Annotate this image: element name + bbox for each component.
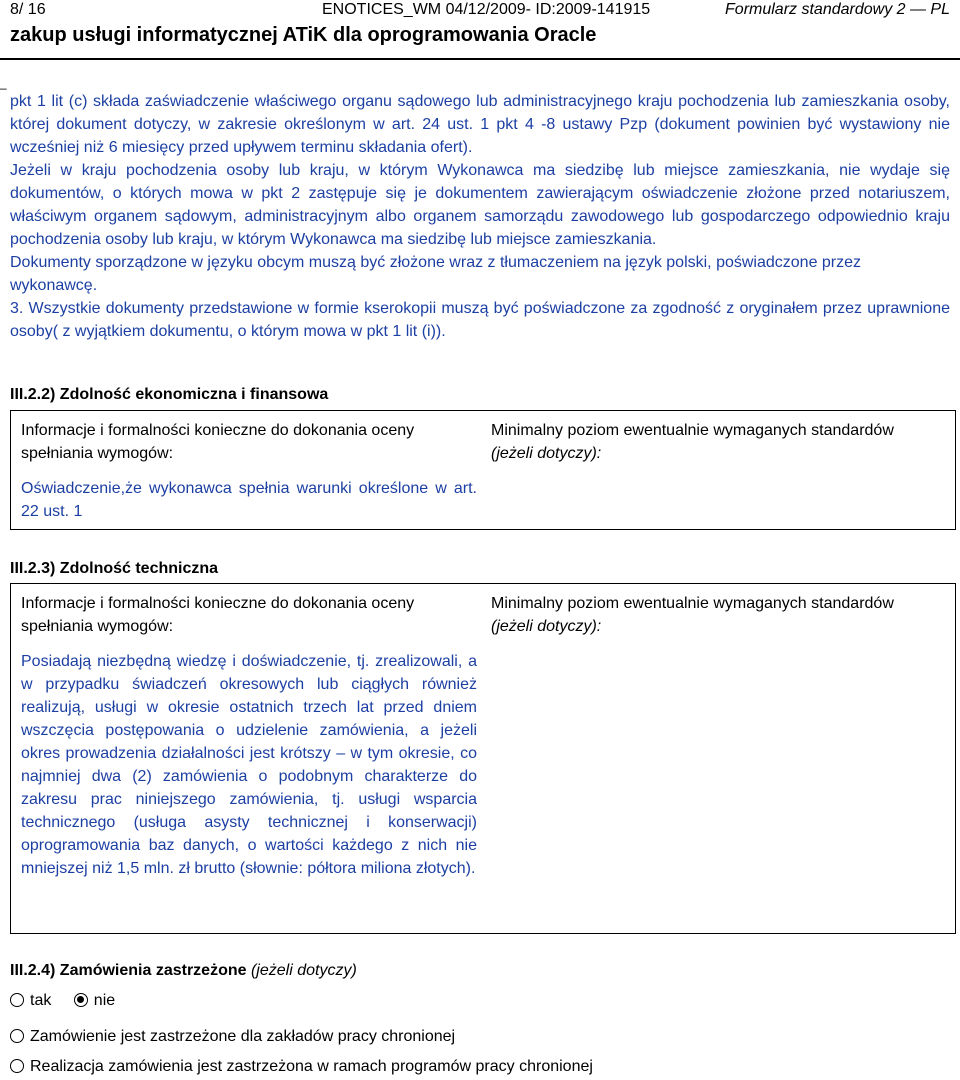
header-divider [0, 58, 960, 60]
section-heading-economic-text: III.2.2) Zdolność ekonomiczna i finansowa [10, 386, 329, 403]
radio-option-yes-label: tak [30, 992, 52, 1009]
reserved-protected-programmes-option[interactable] [10, 1056, 593, 1078]
radio-checked-icon[interactable] [74, 993, 88, 1007]
document-id: ENOTICES_WM 04/12/2009- ID:2009-141915 [322, 1, 651, 18]
paragraph-substitute-document: Jeżeli w kraju pochodzenia osoby lub kraju, w którym Wykonawca ma siedzibę lub miejsce zamieszkania, nie wydaje się dokumentów, o których mowa w pkt 2 zastępuje się je dokumentem zawierającym oświadczenie złożone przed notariuszem, właściwym organem sądowym, administracyjnym albo organem samorządu zawodowego lub gospodarczego odpowiednio kraju pochodzenia osoby lub kraju, w którym Wykonawca ma siedzibę lub miejsce zamieszkania. [10, 162, 950, 248]
page-header [10, 0, 950, 22]
section-heading-reserved-note: (jeżeli dotyczy) [250, 962, 357, 979]
radio-unchecked-icon[interactable] [10, 1029, 24, 1043]
economic-requirements-label: Informacje i formalności konieczne do dokonania oceny spełniania wymogów: [21, 422, 415, 462]
radio-option-no[interactable] [74, 990, 115, 1012]
margin-mark: – [0, 81, 7, 95]
radio-unchecked-icon[interactable] [10, 993, 24, 1007]
section-heading-technical [10, 558, 218, 580]
reserved-protected-programmes-label: Realizacja zamówienia jest zastrzeżona w ramach programów pracy chronionej [30, 1058, 593, 1075]
technical-requirements-label: Informacje i formalności konieczne do dokonania oceny spełniania wymogów: [21, 595, 415, 635]
document-title: zakup usługi informatycznej ATiK dla oprogramowania Oracle [10, 24, 597, 46]
technical-requirements-column [21, 592, 477, 880]
reserved-yes-no-group [10, 990, 133, 1012]
technical-standards-note: (jeżeli dotyczy): [491, 618, 602, 635]
page-number: 8/ 16 [10, 1, 46, 18]
reserved-protected-workshops-option[interactable] [10, 1026, 455, 1048]
section-heading-reserved-text: III.2.4) Zamówienia zastrzeżone [10, 962, 247, 979]
economic-standards-note: (jeżeli dotyczy): [491, 445, 602, 462]
economic-requirements-column [21, 419, 477, 523]
reserved-protected-workshops-label: Zamówienie jest zastrzeżone dla zakładów pracy chronionej [30, 1028, 456, 1045]
radio-option-no-label: nie [93, 992, 116, 1009]
economic-requirements-value: Oświadczenie,że wykonawca spełnia warunki określone w art. 22 ust. 1 [21, 480, 477, 520]
economic-info-box [10, 410, 956, 530]
form-name: Formularz standardowy 2 — PL [725, 1, 950, 18]
technical-requirements-value: Posiadają niezbędną wiedzę i doświadczenie, tj. zrealizowali, a w przypadku świadczeń okresowych lub ciągłych również realizują, usługi w okresie ostatnich trzech lat przed dniem wszczęcia postępowania o udzielenie zamówienia, a jeżeli okres prowadzenia działalności jest krótszy – w tym okresie, co najmniej dwa (2) zamówienia o podobnym charakterze do zakresu prac niniejszego zamówienia, tj. usługi wsparcia technicznego (usługa asysty technicznej i konserwacji) oprogramowania baz danych, o wartości każdego z nich nie mniejszej niż 1,5 mln. zł brutto (słownie: półtora miliona złotych). [21, 653, 477, 877]
technical-standards-column [491, 592, 931, 638]
paragraph-translation: Dokumenty sporządzone w języku obcym muszą być złożone wraz z tłumaczeniem na język polski, poświadczone przez wykonawcę. [10, 254, 862, 294]
economic-standards-column [491, 419, 931, 465]
section-heading-technical-text: III.2.3) Zdolność techniczna [10, 560, 219, 577]
radio-option-yes[interactable] [10, 990, 51, 1012]
economic-standards-label: Minimalny poziom ewentualnie wymaganych standardów [491, 422, 894, 439]
paragraph-certificate: pkt 1 lit (c) składa zaświadczenie właściwego organu sądowego lub administracyjnego kraju pochodzenia lub zamieszkania osoby, której dokument dotyczy, w zakresie określonym w art. 24 ust. 1 pkt 4 -8 ustawy Pzp (dokument powinien być wystawiony nie wcześniej niż 6 miesięcy przed upływem terminu składania ofert). [10, 93, 950, 156]
technical-info-box [10, 583, 956, 934]
radio-unchecked-icon[interactable] [10, 1059, 24, 1073]
section-heading-reserved [10, 960, 357, 982]
section-heading-economic [10, 384, 328, 406]
technical-standards-label: Minimalny poziom ewentualnie wymaganych standardów [491, 595, 894, 612]
paragraph-copies: 3. Wszystkie dokumenty przedstawione w formie kserokopii muszą być poświadczone za zgodność z oryginałem przez uprawnione osoby( z wyjątkiem dokumentu, o którym mowa w pkt 1 lit (i)). [10, 300, 950, 340]
body-text [10, 90, 950, 343]
